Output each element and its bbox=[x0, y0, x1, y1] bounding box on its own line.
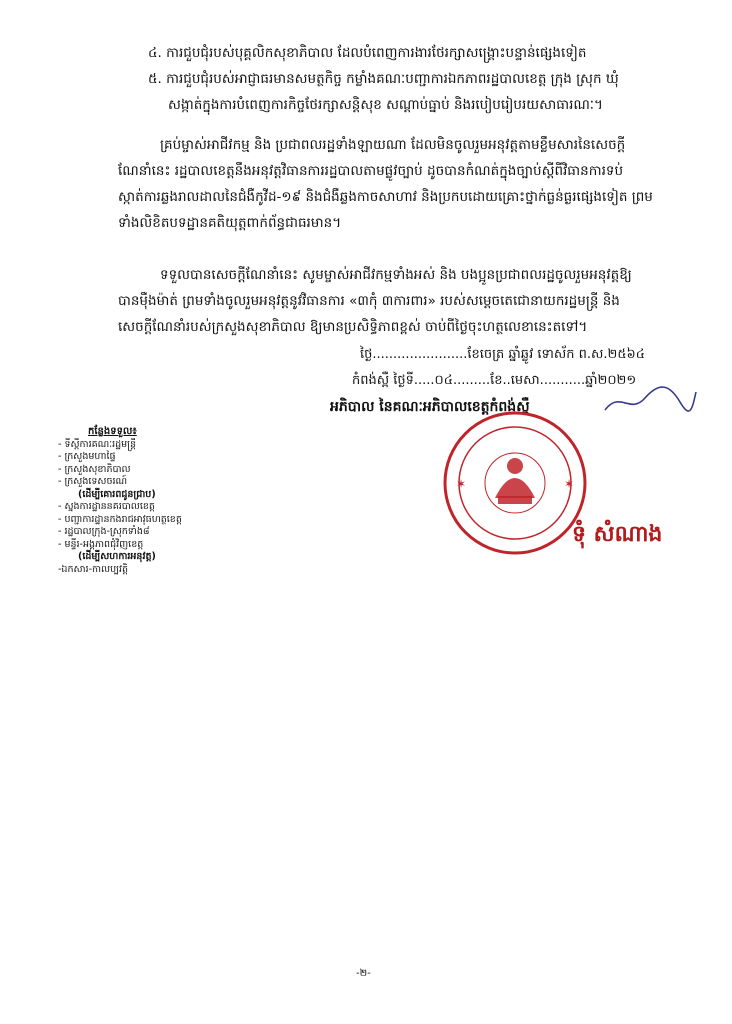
paragraph-2-line-1: ទទួលបានសេចក្តីណែនាំនេះ សូមម្ចាស់អាជីវកម្មទាំងអស់ និង បងប្អូនប្រជាពលរដ្ឋចូលរួមអនុវត្តឱ្យ bbox=[160, 267, 632, 283]
recipients-list bbox=[58, 426, 258, 576]
recipient: -ឯកសារ-កាលប្បវត្តិ bbox=[58, 563, 128, 575]
recipients-group-note: (ដើម្បីគោរពជូនជ្រាប) bbox=[78, 488, 156, 500]
recipient: - ទីស្តីការគណៈរដ្ឋមន្ត្រី bbox=[58, 438, 137, 450]
page-number: -២- bbox=[356, 968, 371, 979]
svg-text:✶: ✶ bbox=[564, 477, 575, 491]
paragraph-1-line-1: គ្រប់ម្ចាស់អាជីវកម្ម និង ប្រជាពលរដ្ឋទាំងឡាយណា ដែលមិនចូលរួមអនុវត្តតាមខ្លឹមសារនៃសេចក្តី bbox=[160, 137, 626, 153]
paragraph-1-line-3: ស្កាត់ការឆ្លងរាលដាលនៃជំងឺកូវីដ-១៩ និងជំងឺឆ្លងកាចសាហាវ និងប្រកបដោយគ្រោះថ្នាក់ធ្ងន់ធ្ងរផ្សេងទៀត ព្រម bbox=[118, 189, 653, 205]
recipient: - ស្នងការដ្ឋាននគរបាលខេត្ត bbox=[58, 501, 155, 512]
recipient: - ក្រសួងទេសចរណ៍ bbox=[58, 476, 128, 487]
solar-date: កំពង់ស្ពឺ ថ្ងៃទី.....០៤.........ខែ..មេសា...........ឆ្នាំ២០២១ bbox=[352, 373, 637, 388]
official-seal bbox=[440, 408, 590, 558]
signatory-title: អភិបាល នៃគណៈអភិបាលខេត្តកំពង់ស្ពឺ bbox=[330, 399, 530, 415]
paragraph-1-line-4: ទាំងលិខិតបទដ្ឋានគតិយុត្តពាក់ព័ន្ធជាធរមាន។ bbox=[118, 215, 342, 231]
recipients-heading: កន្លែងទទួល៖ bbox=[88, 426, 137, 437]
recipient: - រដ្ឋបាលក្រុង-ស្រុកទាំង៨ bbox=[58, 526, 150, 537]
recipients-group-note: (ដើម្បីសហការអនុវត្ត) bbox=[78, 551, 156, 562]
recipient: - បញ្ជាការដ្ឋានកងរាជអាវុធហត្ថខេត្ត bbox=[58, 513, 182, 525]
paragraph-2-line-2: បានម៉ឺងម៉ាត់ ព្រមទាំងចូលរួមអនុវត្តនូវវិធានការ «៣កុំ ៣ការពារ» របស់សម្តេចតេជោនាយករដ្ឋមន្ត្រី និង bbox=[118, 293, 620, 309]
recipient: - មន្ទីរ-អង្គភាពជុំវិញខេត្ត bbox=[58, 538, 144, 550]
handwritten-signature bbox=[600, 380, 700, 420]
signatory-name: ទុំ សំណាង bbox=[572, 522, 663, 547]
recipient: - ក្រសួងមហាផ្ទៃ bbox=[58, 451, 116, 462]
paragraph-1-line-2: ណែនាំនេះ រដ្ឋបាលខេត្តនឹងអនុវត្តវិធានការរដ្ឋបាលតាមផ្លូវច្បាប់ ដូចបានកំណត់ក្នុងច្បាប់ស្តីពីវិធានការទប់ bbox=[118, 163, 624, 179]
recipient: - ក្រសួងសុខាភិបាល bbox=[58, 463, 131, 475]
paragraph-2-line-3: សេចក្តីណែនាំរបស់ក្រសួងសុខាភិបាល ឱ្យមានប្រសិទ្ធិភាពខ្ពស់ ចាប់ពីថ្ងៃចុះហត្ថលេខានេះតទៅ។ bbox=[118, 319, 588, 335]
list-item-4: ៤. ការជួបជុំរបស់បុគ្គលិកសុខាភិបាល ដែលបំពេញការងារថែរក្សាសង្គ្រោះបន្ទាន់ផ្សេងទៀត bbox=[148, 45, 587, 61]
list-item-5: ៥. ការជួបជុំរបស់អាជ្ញាធរមានសមត្ថកិច្ច កម្លាំងគណៈបញ្ជាការឯកភាពរដ្ឋបាលខេត្ត ក្រុង ស្រុក ឃុំ bbox=[148, 71, 619, 87]
lunar-date: ថ្ងៃ.......................ខែចេត្រ ឆ្នាំឆ្លូវ ទោស័ក ព.ស.២៥៦៤ bbox=[360, 347, 645, 362]
list-item-5-continued: សង្កាត់ក្នុងការបំពេញការកិច្ចថែរក្សាសន្តិសុខ សណ្តាប់ធ្នាប់ និងរបៀបរៀបរយសាធារណៈ។ bbox=[168, 97, 603, 113]
svg-text:✶: ✶ bbox=[456, 477, 467, 491]
